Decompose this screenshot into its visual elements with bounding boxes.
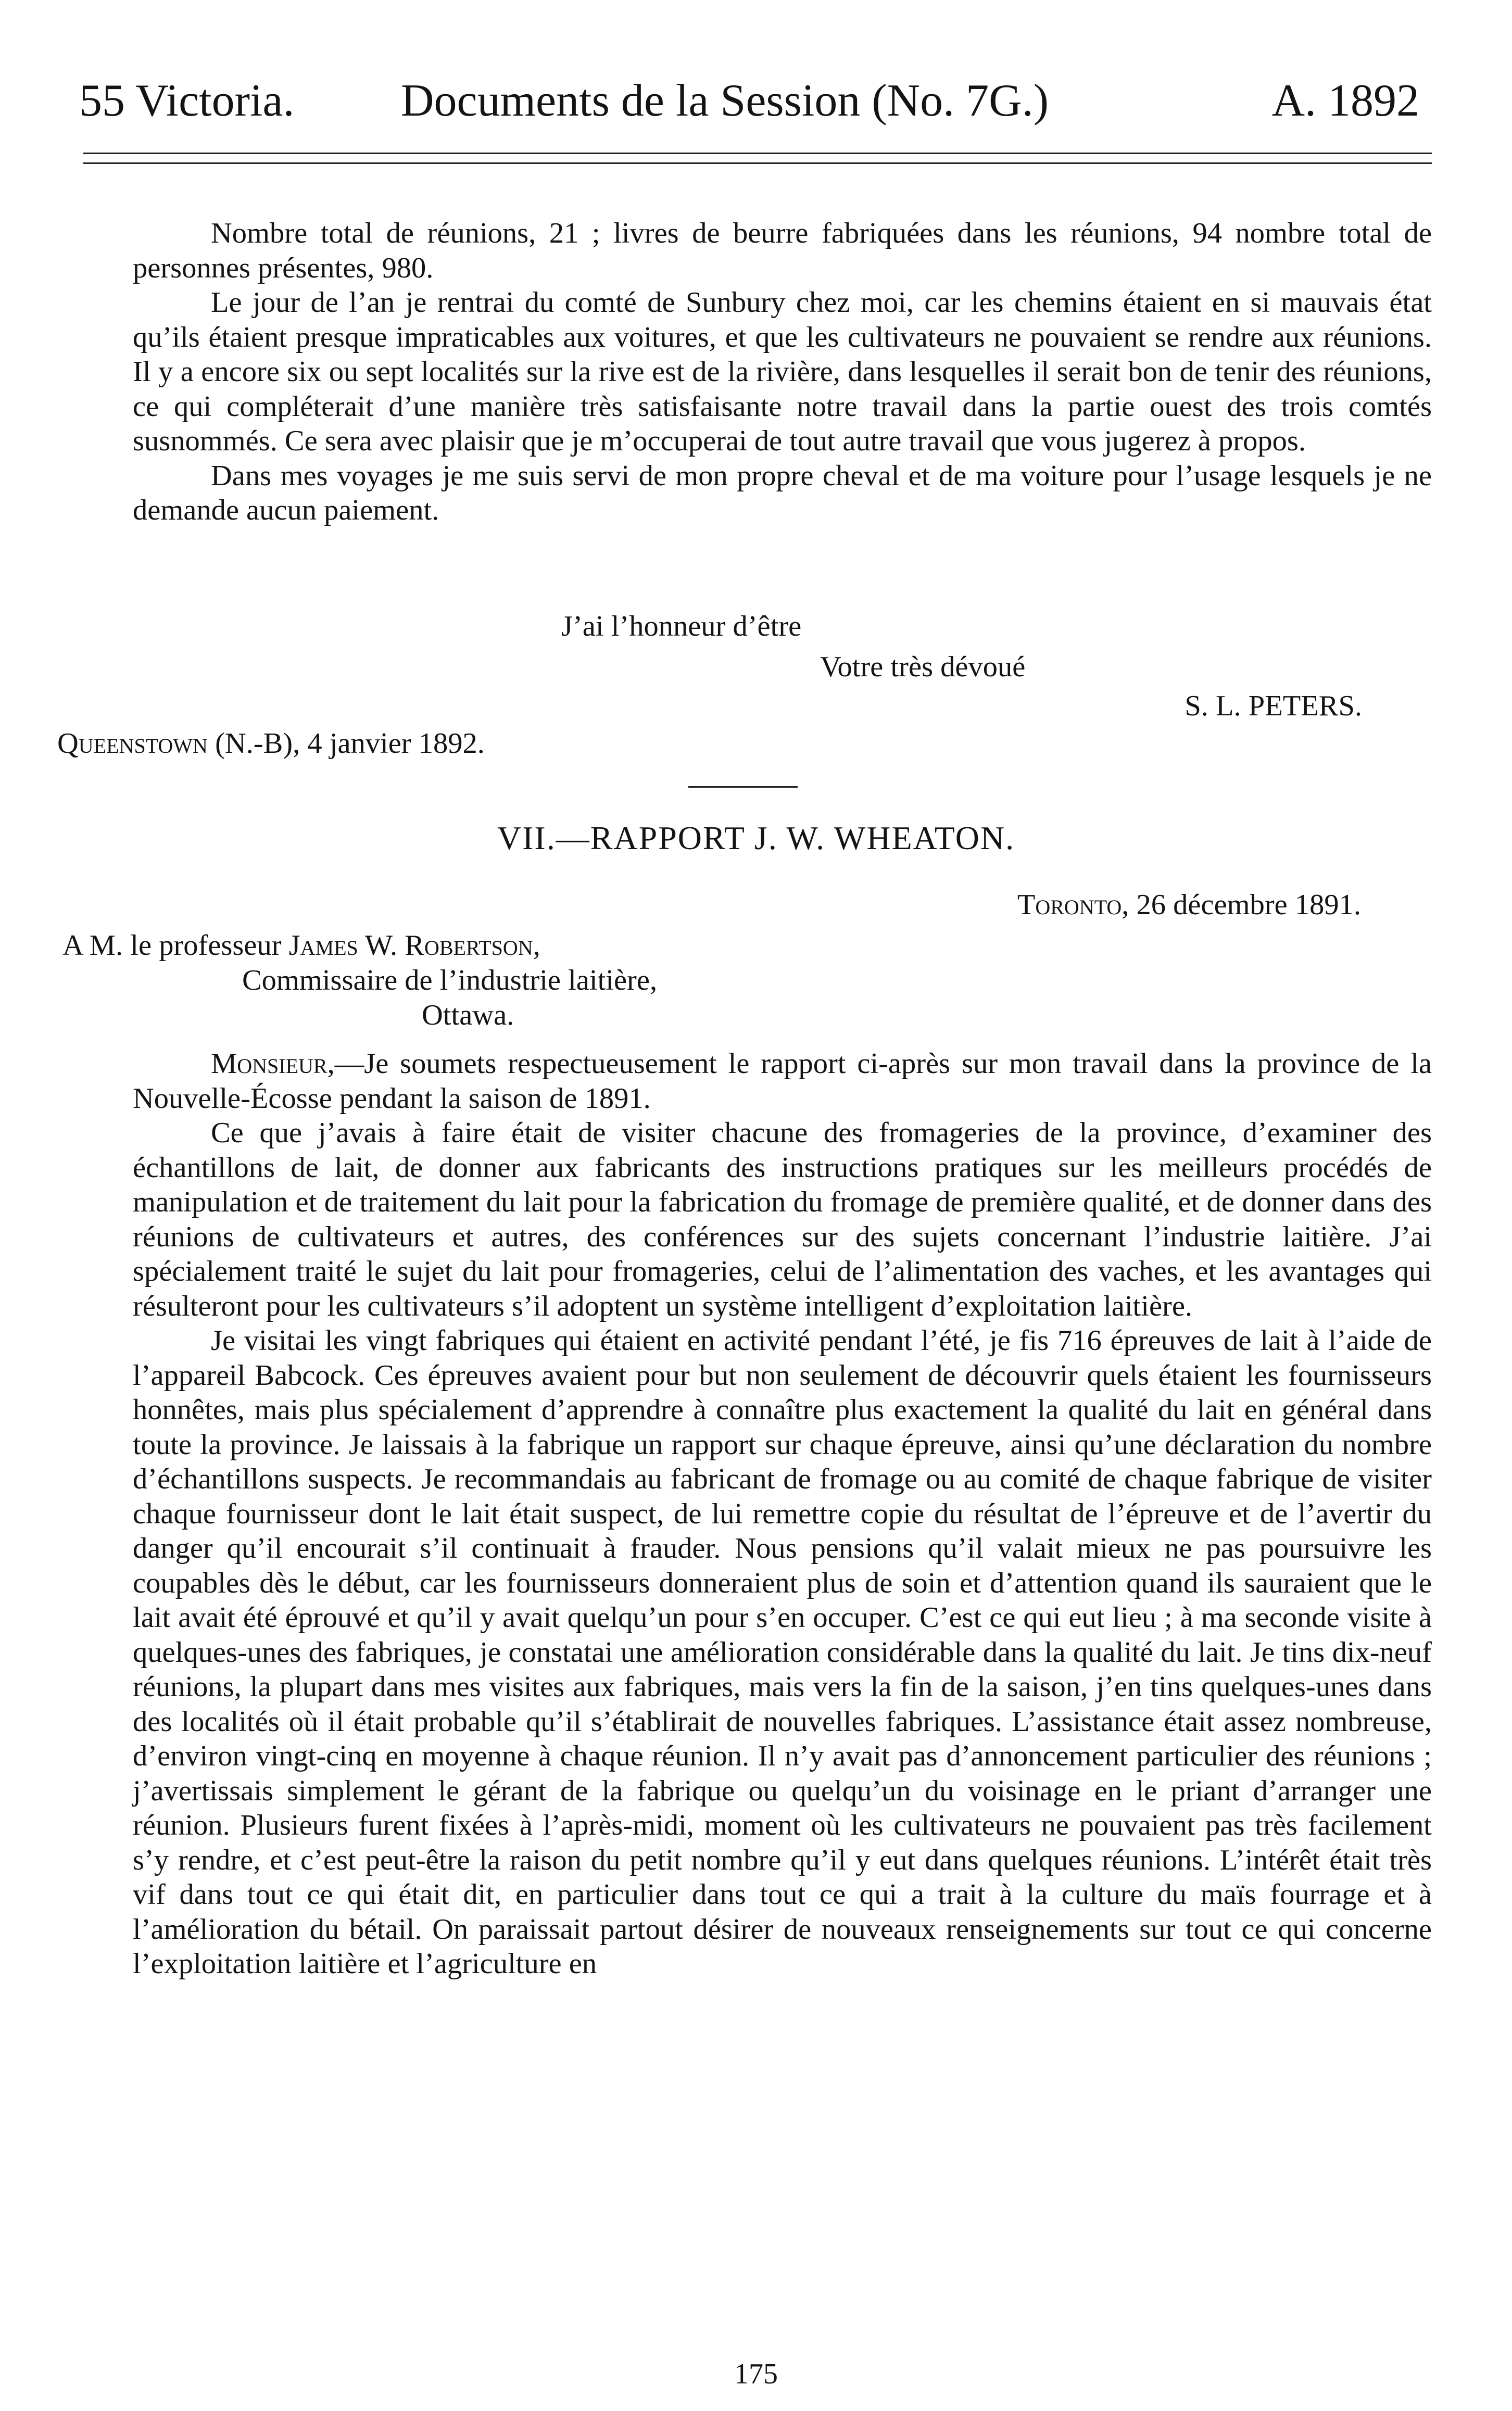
header-title: Documents de la Session (No. 7G.): [401, 75, 1049, 126]
address-line-1: [62, 931, 540, 961]
paragraph: Dans mes voyages je me suis servi de mon propre cheval et de ma voiture pour l’usage lesquels je ne demande aucun paiement.: [133, 459, 1432, 526]
dateline-date: (N.-B), 4 janvier 1892.: [207, 727, 485, 760]
header-year: A. 1892: [1271, 75, 1419, 126]
address-line-2: Commissaire de l’industrie laitière,: [242, 964, 658, 996]
address-line-3: Ottawa.: [422, 999, 514, 1031]
letter2-body: [133, 1046, 1432, 1981]
closing-line-2: Votre très dévoué: [820, 651, 1026, 683]
paragraph: Je visitai les vingt fabriques qui étaient en activité pendant l’été, je fis 716 épreuves de lait à l’aide de l’appareil Babcock. Ces épreuves avaient pour but non seulement de découvrir quels étaient les fournisseurs honnêtes, mais plus spécialement d’apprendre à connaître plus exactement la qualité du lait en général dans toute la province. Je laissais à la fabrique un rapport sur chaque épreuve, ainsi qu’une déclaration du nombre d’échantillons suspects. Je recommandais au fabricant de fromage ou au comité de chaque fabrique de visiter chaque fournisseur dont le lait était suspect, de lui remettre copie du résultat de l’épreuve et de l’avertir du danger qu’il encourait s’il continuait à frauder. Nous pensions qu’il valait mieux ne pas poursuivre les coupables dès le début, car les fournisseurs donneraient plus de soin et d’attention quand ils sauraient que le lait avait été éprouvé et qu’il y avait quelqu’un pour s’en occuper. C’est ce qui eut lieu ; à ma seconde visite à quelques-unes des fabriques, je constatai une amélioration considérable dans la qualité du lait. Je tins dix-neuf réunions, la plupart dans mes visites aux fabriques, mais vers la fin de la saison, j’en tins quelques-unes dans des localités où il était probable qu’il s’établirait de nouvelles fabriques. L’assistance était assez nombreuse, d’environ vingt-cinq en moyenne à chaque réunion. Il n’y avait pas d’annoncement particulier des réunions ; j’avertissais simplement le gérant de la fabrique ou quelqu’un du voisinage en le priant d’arranger une réunion. Plusieurs furent fixées à l’après-midi, moment où les cultivateurs ne pouvaient pas très facilement s’y rendre, et c’est peut-être la raison du petit nombre qu’il y eut dans quelques réunions. L’intérêt était très vif dans tout ce qui était dit, en particulier dans tout ce qui a trait à la culture du maïs fourrage et à l’amélioration du bétail. On paraissait partout désirer de nouveaux renseignements sur tout ce qui concerne l’exploitation laitière et l’agriculture en: [133, 1324, 1432, 1980]
dateline-2: [1017, 890, 1361, 920]
header-rule-top: [83, 153, 1432, 154]
salutation: Monsieur,: [211, 1047, 335, 1080]
paragraph: Ce que j’avais à faire était de visiter chacune des fromageries de la province, d’examiner des échantillons de lait, de donner aux fabricants des instructions pratiques sur les meilleurs procédés de manipulation et de traitement du lait pour la fabrication du fromage de première qualité, et de donner dans des réunions de cultivateurs et autres, des conférences sur des sujets concernant l’industrie laitière. J’ai spécialement traité le sujet du lait pour fromageries, celui de l’alimentation des vaches, et les avantages qui résulteront pour les cultivateurs s’il adoptent un système intelligent d’exploitation laitière.: [133, 1117, 1432, 1322]
paragraph: Le jour de l’an je rentrai du comté de Sunbury chez moi, car les chemins étaient en si mauvais état qu’ils étaient presque impraticables aux voitures, et que les cultivateurs ne pouvaient se rendre aux réunions. Il y a encore six ou sept localités sur la rive est de la rivière, dans lesquelles il serait bon de tenir des réunions, ce qui compléterait d’une manière très satisfaisante notre travail dans la partie ouest des trois comtés susnommés. Ce sera avec plaisir que je m’occuperai de tout autre travail que vous jugerez à propos.: [133, 286, 1432, 457]
paragraph-text: —Je soumets respectueusement le rapport ci-après sur mon travail dans la province de la Nouvelle-Écosse pendant la saison de 1891.: [133, 1047, 1432, 1115]
page-number: 175: [734, 2358, 778, 2390]
paragraph: [133, 1046, 1432, 1116]
paragraph: Nombre total de réunions, 21 ; livres de beurre fabriquées dans les réunions, 94 nombre total de personnes présentes, 980.: [133, 217, 1432, 284]
dateline-date: , 26 décembre 1891.: [1122, 889, 1361, 921]
dateline-place: Queenstown: [57, 727, 208, 760]
letter1-body: [133, 216, 1432, 528]
closing-line-1: J’ai l’honneur d’être: [561, 610, 802, 642]
section-title: VII.—RAPPORT J. W. WHEATON.: [497, 819, 1015, 856]
address-name: James W. Robertson,: [288, 929, 540, 962]
header-volume: 55 Victoria.: [79, 75, 295, 126]
signature: S. L. PETERS.: [1185, 690, 1362, 722]
header-rule-bottom: [83, 162, 1432, 164]
dateline: [57, 729, 485, 759]
section-divider: [688, 786, 798, 788]
address-prefix: A M. le professeur: [62, 929, 289, 962]
dateline-place: Toronto: [1017, 889, 1122, 921]
